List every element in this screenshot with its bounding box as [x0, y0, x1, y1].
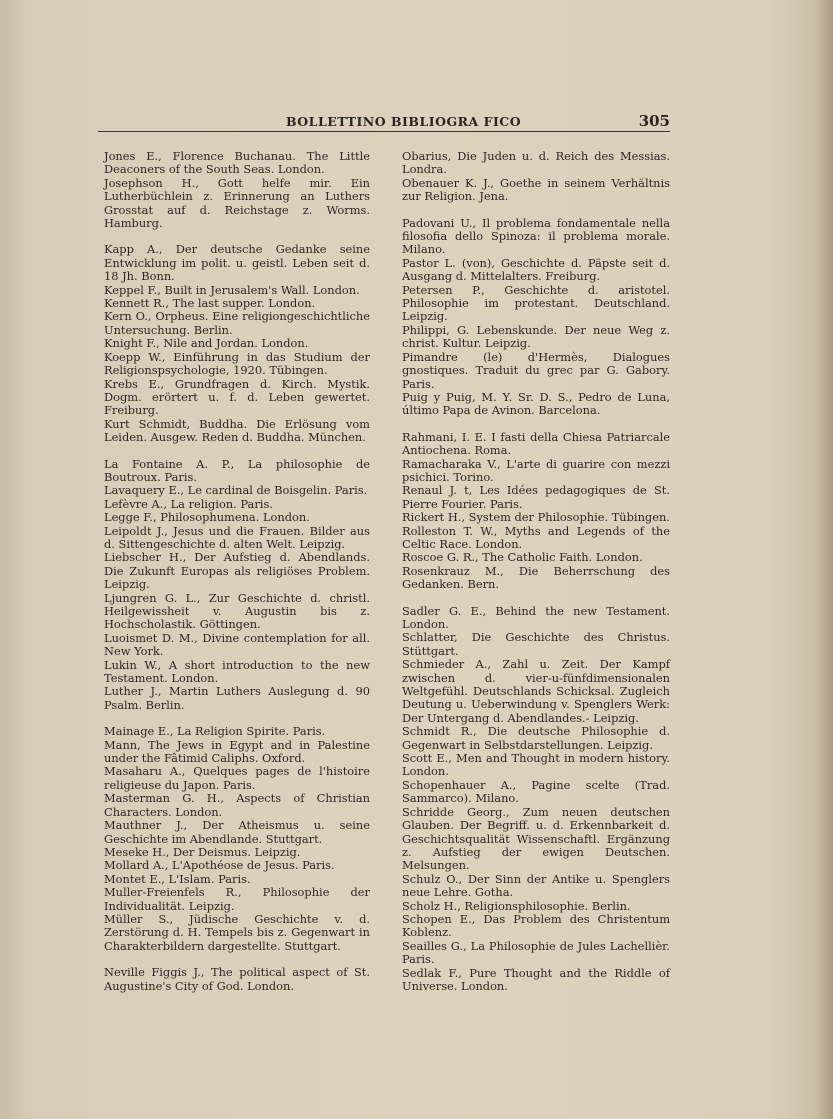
bibliography-entry: Mauthner J., Der Atheismus u. seine Geschichte im Abendlande. Stuttgart. — [104, 818, 370, 846]
bibliography-entry: Schridde Georg., Zum neuen deutschen Glauben. Der Begriff. u. d. Erkennbarkeit d. Geschichtsqualität Wissenschaftl. Ergänzung z. Aufstieg der ewigen Deutschen. Melsungen. — [402, 804, 670, 873]
bibliography-entry: Muller-Freienfels R., Philosophie der Individualität. Leipzig. — [104, 885, 370, 913]
page-edge — [815, 0, 833, 1119]
bibliography-entry: Liebscher H., Der Aufstieg d. Abendlands. Die Zukunft Europas als religiöses Problem. Leipzig. — [104, 550, 370, 592]
bibliography-entry: Luther J., Martin Luthers Auslegung d. 90 Psalm. Berlin. — [104, 684, 370, 712]
bibliography-entry: Rahmani, I. E. I fasti della Chiesa Patriarcale Antiochena. Roma. — [402, 429, 670, 458]
bibliography-entry: Kennett R., The last supper. London. — [104, 296, 316, 311]
bibliography-entry: Pimandre (le) d'Hermès, Dialogues gnostiques. Traduit du grec par G. Gabory. Paris. — [402, 349, 670, 391]
bibliography-entry: Mainage E., La Religion Spirite. Paris. — [104, 724, 326, 739]
bibliography-entry: Schulz O., Der Sinn der Antike u. Spenglers neue Lehre. Gotha. — [402, 871, 670, 900]
right-column — [388, 150, 670, 993]
bibliography-entry: Mollard A., L'Apothéose de Jesus. Paris. — [104, 858, 335, 873]
bibliography-entry: Keppel F., Built in Jerusalem's Wall. London. — [104, 282, 360, 297]
bibliography-entry: Rolleston T. W., Myths and Legends of the Celtic Race. London. — [402, 523, 670, 551]
bibliography-entry: Lavaquery E., Le cardinal de Boisgelin. Paris. — [104, 483, 368, 498]
bibliography-entry: Neville Figgis J., The political aspect of St. Augustine's City of God. London. — [104, 965, 370, 993]
bibliography-entry: Scholz H., Religionsphilosophie. Berlin. — [402, 898, 631, 913]
section-gap — [90, 445, 370, 458]
bibliography-entry: Rosenkrauz M., Die Beherrschung des Gedanken. Bern. — [402, 563, 670, 592]
bibliography-entry: Sadler G. E., Behind the new Testament. London. — [402, 603, 670, 631]
bibliography-entry: Renaul J. t, Les Idées pedagogiques de St. Pierre Fourier. Paris. — [402, 483, 670, 511]
bibliography-entry: Ljungren G. L., Zur Geschichte d. christl. Heilgewissheit v. Augustin bis z. Hochscholastik. Göttingen. — [104, 590, 370, 632]
bibliography-entry: Krebs E., Grundfragen d. Kirch. Mystik. Dogm. erörtert u. f. d. Leben gewertet. Freiburg. — [104, 376, 370, 418]
bibliography-entry: Luoismet D. M., Divine contemplation for all. New York. — [104, 630, 370, 659]
header-title: BOLLETTINO BIBLIOGRA FICO — [286, 114, 522, 129]
bibliography-entry: Padovani U., Il problema fondamentale nella filosofia dello Spinoza: il problema morale. Milano. — [402, 215, 670, 257]
bibliography-entry: Kurt Schmidt, Buddha. Die Erlösung vom Leiden. Ausgew. Reden d. Buddha. München. — [104, 416, 370, 445]
bibliography-entry: La Fontaine A. P., La philosophie de Boutroux. Paris. — [104, 456, 370, 484]
bibliography-entry: Jones E., Florence Buchanau. The Little Deaconers of the South Seas. London. — [104, 149, 370, 177]
bibliography-entry: Schopen E., Das Problem des Christentum Koblenz. — [402, 911, 670, 940]
page-number: 305 — [638, 112, 670, 130]
bibliography-entry: Schmidt R., Die deutsche Philosophie d. Gegenwart in Selbstdarstellungen. Leipzig. — [402, 724, 670, 752]
left-column — [90, 150, 370, 993]
bibliography-entry: Scott E., Men and Thought in modern history. London. — [402, 751, 670, 779]
section-gap — [388, 592, 670, 605]
section-gap — [388, 418, 670, 431]
bibliography-entry: Schopenhauer A., Pagine scelte (Trad. Sammarco). Milano. — [402, 777, 670, 806]
header-rule — [98, 131, 670, 132]
bibliography-entry: Obenauer K. J., Goethe in seinem Verhältnis zur Religion. Jena. — [402, 175, 670, 204]
bibliography-entry: Müller S., Jüdische Geschichte v. d. Zerstörung d. H. Tempels bis z. Gegenwart in Charakterbildern dargestellte. Stuttgart. — [104, 911, 370, 953]
bibliography-entry: Koepp W., Einführung in das Studium der Religionspsychologie, 1920. Tübingen. — [104, 349, 370, 378]
bibliography-entry: Josephson H., Gott helfe mir. Ein Lutherbüchlein z. Erinnerung an Luthers Grosstat auf d. Reichstage z. Worms. Hamburg. — [104, 175, 370, 231]
bibliography-entry: Schmieder A., Zahl u. Zeit. Der Kampf zwischen d. vier-u-fünfdimensionalen Weltgefühl. Deutschlands Schicksal. Zugleich Deutung u. Ueberwindung v. Spenglers Werk: Der Untergang d. Abendlandes.- Leipzig. — [402, 657, 670, 725]
bibliography-entry: Masterman G. H., Aspects of Christian Characters. London. — [104, 791, 370, 819]
bibliography-entry: Roscoe G. R., The Catholic Faith. London. — [402, 550, 643, 565]
bibliography-entry: Petersen P., Geschichte d. aristotel. Philosophie im protestant. Deutschland. Leipzig. — [402, 282, 670, 324]
bibliography-entry: Knight F., Nile and Jordan. London. — [104, 336, 309, 351]
bibliography-entry: Montet E., L'Islam. Paris. — [104, 871, 251, 886]
bibliography-entry: Leipoldt J., Jesus und die Frauen. Bilder aus d. Sittengeschichte d. alten Welt. Leipzig. — [104, 523, 370, 551]
bibliography-entry: Lukin W., A short introduction to the new Testament. London. — [104, 657, 370, 686]
bibliography-entry: Meseke H., Der Deismus. Leipzig. — [104, 844, 301, 859]
bibliography-entry: Masaharu A., Quelques pages de l'histoire religieuse du Japon. Paris. — [104, 764, 370, 792]
bibliography-entry: Obarius, Die Juden u. d. Reich des Messias. Londra. — [402, 149, 670, 177]
bibliography-entry: Kern O., Orpheus. Eine religiongeschichtliche Untersuchung. Berlin. — [104, 309, 370, 337]
section-gap — [388, 204, 670, 217]
bibliography-entry: Mann, The Jews in Egypt and in Palestine under the Fâtimid Caliphs. Oxford. — [104, 737, 370, 766]
bibliography-entry: Schlatter, Die Geschichte des Christus. Stüttgart. — [402, 630, 670, 658]
bibliography-entry: Legge F., Philosophumena. London. — [104, 510, 310, 525]
bibliography-entry: Ramacharaka V., L'arte di guarire con mezzi psichici. Torino. — [402, 456, 670, 484]
bibliography-entry: Lefèvre A., La religion. Paris. — [104, 496, 273, 511]
bibliography-entry: Sedlak F., Pure Thought and the Riddle of Universe. London. — [402, 965, 670, 993]
bibliography-entry: Philippi, G. Lebenskunde. Der neue Weg z. christ. Kultur. Leipzig. — [402, 322, 670, 351]
bibliography-entry: Kapp A., Der deutsche Gedanke seine Entwicklung im polit. u. geistl. Leben seit d. 18 Jh. Bonn. — [104, 242, 370, 284]
bibliography-entry: Pastor L. (von), Geschichte d. Päpste seit d. Ausgang d. Mittelalters. Freiburg. — [402, 255, 670, 284]
bibliography-entry: Seailles G., La Philosophie de Jules Lachellièr. Paris. — [402, 938, 670, 967]
bibliography-entry: Rickert H., System der Philosophie. Tübingen. — [402, 510, 670, 525]
bibliography-entry: Puig y Puig, M. Y. Sr. D. S., Pedro de Luna, último Papa de Avinon. Barcelona. — [402, 389, 670, 418]
